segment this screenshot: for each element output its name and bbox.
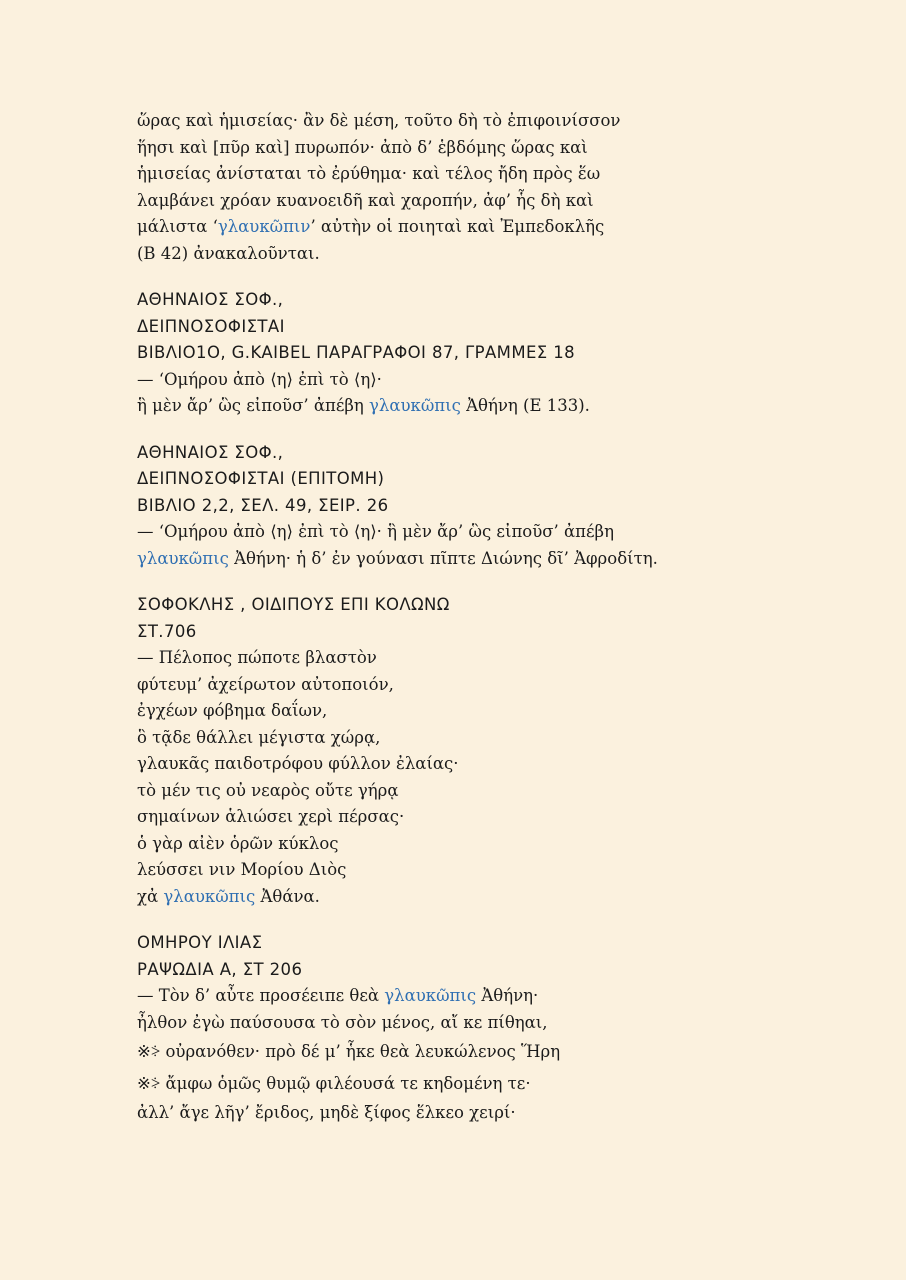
verse-line: ἀλλ’ ἄγε λῆγ’ ἔριδος, μηδὲ ξίφος ἕλκεο χειρί· — [137, 1103, 516, 1122]
text-line: — ‘Ομήρου ἀπὸ ⟨η⟩ ἐπὶ τὸ ⟨η⟩· — [137, 369, 382, 389]
section-homer-iliad — [137, 930, 837, 1127]
text-line: γλαυκῶπις Ἀθήνη· ἡ δ’ ἐν γούνασι πῖπτε Διώνης δῖ’ Ἀφροδίτη. — [137, 548, 658, 568]
verse-line: — Τὸν δ’ αὖτε προσέειπε θεὰ γλαυκῶπις Ἀθήνη· — [137, 986, 539, 1005]
section-athenaeus-epitome — [137, 440, 837, 573]
highlighted-term[interactable]: γλαυκῶπις — [384, 986, 477, 1005]
highlighted-term[interactable]: γλαυκῶπις — [137, 548, 229, 568]
verse-line: γλαυκᾶς παιδοτρόφου φύλλον ἐλαίας· — [137, 754, 459, 773]
verse-line: ὁ γὰρ αἰὲν ὁρῶν κύκλος — [137, 833, 339, 853]
section-heading: ΔΕΙΠΝΟΣΟΦΙΣΤΑΙ (ΕΠΙΤΟΜΗ) — [137, 469, 385, 488]
section-athenaeus-deipnosophistae — [137, 287, 837, 420]
section-heading: ΣΤ.706 — [137, 621, 197, 641]
verse-line: τὸ μέν τις οὐ νεαρὸς οὔτε γήρᾳ — [137, 780, 399, 800]
section-heading: ΑΘΗΝΑΙΟΣ ΣΟΦ., — [137, 290, 284, 309]
text-line: (B 42) ἀνακαλοῦνται. — [137, 243, 320, 263]
verse-line: ※⸖ οὐρανόθεν· πρὸ δέ μ’ ἧκε θεὰ λευκώλενος Ἥρη — [137, 1042, 561, 1061]
verse-line: χἀ γλαυκῶπις Ἀθάνα. — [137, 886, 320, 906]
verse-line: ἐγχέων φόβημα δαΐων, — [137, 701, 328, 720]
section-heading: ΒΙΒΛΙΟ 2,2, ΣΕΛ. 49, ΣΕΙΡ. 26 — [137, 495, 389, 515]
text-line: μάλιστα ‘γλαυκῶπιν’ αὐτὴν οἱ ποιηταὶ καὶ Ἐμπεδοκλῆς — [137, 217, 605, 236]
section-heading: ΔΕΙΠΝΟΣΟΦΙΣΤΑΙ — [137, 316, 285, 336]
section-heading: ΑΘΗΝΑΙΟΣ ΣΟΦ., — [137, 442, 284, 462]
section-sophocles-oedipus — [137, 592, 837, 910]
verse-line: ἦλθον ἐγὼ παύσουσα τὸ σὸν μένος, αἴ κε πίθηαι, — [137, 1012, 548, 1032]
section-heading: ΟΜΗΡΟΥ ΙΛΙΑΣ — [137, 933, 263, 952]
highlighted-term[interactable]: γλαυκῶπις — [369, 396, 461, 415]
text-line: — ‘Ομήρου ἀπὸ ⟨η⟩ ἐπὶ τὸ ⟨η⟩· ἣ μὲν ἄρ’ ὣς εἰποῦσ’ ἀπέβη — [137, 522, 614, 541]
text-line: ὥρας καὶ ἡμισείας· ἂν δὲ μέση, τοῦτο δὴ τὸ ἐπιφοινίσσον — [137, 111, 621, 130]
text-line: ἥησι καὶ [πῦρ καὶ] πυρωπόν· ἀπὸ δ’ ἑβδόμης ὥρας καὶ — [137, 137, 588, 157]
section-heading: ΣΟΦΟΚΛΗΣ , ΟΙΔΙΠΟΥΣ ΕΠΙ ΚΟΛΩΝΩ — [137, 595, 450, 614]
highlighted-term[interactable]: γλαυκῶπις — [163, 886, 256, 906]
highlighted-term[interactable]: γλαυκῶπιν — [217, 217, 311, 236]
verse-line: ὃ τᾷδε θάλλει μέγιστα χώρᾳ, — [137, 727, 381, 747]
section-heading: ΡΑΨΩΔΙΑ Α, ΣΤ 206 — [137, 959, 303, 979]
verse-line: φύτευμ’ ἀχείρωτον αὐτοποιόν, — [137, 674, 394, 694]
verse-line: — Πέλοπος πώποτε βλαστὸν — [137, 648, 377, 667]
text-line: ἣ μὲν ἄρ’ ὣς εἰποῦσ’ ἀπέβη γλαυκῶπις Ἀθήνη (E 133). — [137, 396, 590, 415]
verse-line: λεύσσει νιν Μορίου Διὸς — [137, 860, 347, 879]
text-line: λαμβάνει χρόαν κυανοειδῆ καὶ χαροπήν, ἀφ’ ἧς δὴ καὶ — [137, 190, 594, 210]
verse-line: σημαίνων ἁλιώσει χερὶ πέρσας· — [137, 807, 405, 826]
text-line: ἡμισείας ἀνίσταται τὸ ἐρύθημα· καὶ τέλος ἤδη πρὸς ἕω — [137, 164, 601, 183]
verse-line: ※⸖ ἄμφω ὁμῶς θυμῷ φιλέουσά τε κηδομένη τε· — [137, 1074, 531, 1093]
paragraph-intro — [137, 108, 837, 267]
document-body — [137, 108, 837, 1127]
section-heading: ΒΙΒΛΙΟ1Ο, G.KAIBEL ΠΑΡΑΓΡΑΦΟΙ 87, ΓΡΑΜΜΕΣ 18 — [137, 343, 576, 362]
